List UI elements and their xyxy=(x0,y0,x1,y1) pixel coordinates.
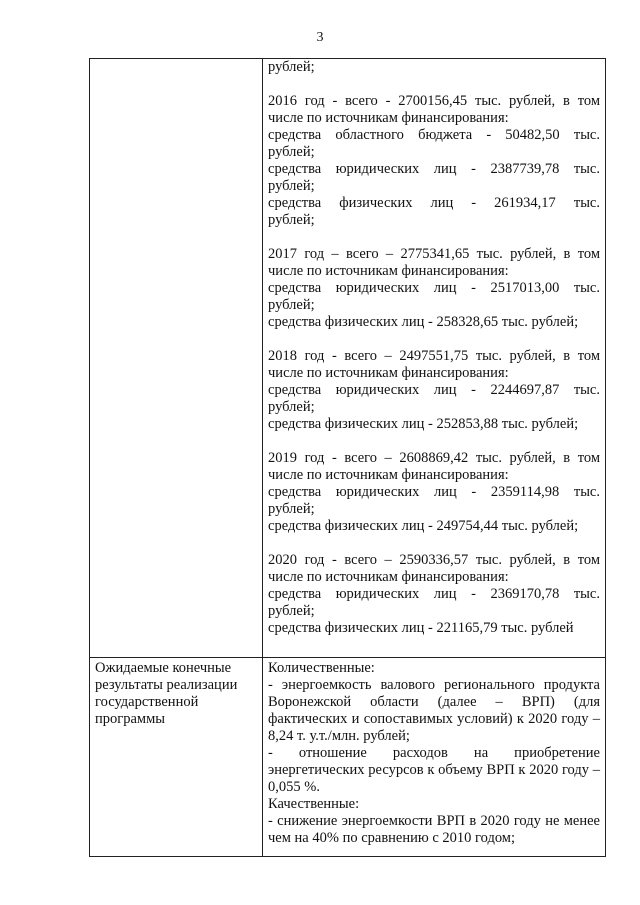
year-sources-caption: числе по источникам финансирования: xyxy=(268,365,509,381)
financing-source-unit: рублей; xyxy=(268,399,315,415)
financing-label-cell xyxy=(90,59,263,658)
result-item-energy-costs: - отношение расходов на приобретение энергетических ресурсов к объему ВРП к 2020 году – 0,055 %. xyxy=(268,745,600,795)
year-sources-caption: числе по источникам финансирования: xyxy=(268,263,509,279)
financing-source-line: средства юридических лиц - 2369170,78 тыс. xyxy=(268,586,600,602)
financing-source-line: средства физических лиц - 249754,44 тыс. рублей; xyxy=(268,518,579,534)
financing-source-line: средства юридических лиц - 2244697,87 тыс. xyxy=(268,382,600,398)
financing-year-block xyxy=(268,229,600,331)
financing-source-line: средства юридических лиц - 2517013,00 тыс. xyxy=(268,280,600,296)
results-row xyxy=(90,658,606,857)
financing-source-line: средства юридических лиц - 2359114,98 тыс. xyxy=(268,484,600,500)
financing-source-line: средства физических лиц - 221165,79 тыс. рублей xyxy=(268,620,574,636)
block-spacer xyxy=(268,229,600,246)
result-item-reduction: - снижение энергоемкости ВРП в 2020 году не менее чем на 40% по сравнению с 2010 годом; xyxy=(268,813,600,846)
financing-source-unit: рублей; xyxy=(268,212,315,228)
financing-source-line: средства областного бюджета - 50482,50 тыс. xyxy=(268,127,600,143)
financing-source-line: средства физических лиц - 261934,17 тыс. xyxy=(268,195,600,211)
block-spacer xyxy=(268,331,600,348)
block-spacer xyxy=(268,76,600,93)
year-sources-caption: числе по источникам финансирования: xyxy=(268,110,509,126)
financing-source-line: средства юридических лиц - 2387739,78 тыс. xyxy=(268,161,600,177)
financing-cell xyxy=(263,59,606,658)
year-sources-caption: числе по источникам финансирования: xyxy=(268,467,509,483)
financing-source-unit: рублей; xyxy=(268,144,315,160)
financing-year-block xyxy=(268,76,600,229)
page-number: 3 xyxy=(316,30,324,45)
financing-source-unit: рублей; xyxy=(268,501,315,517)
financing-source-line: средства физических лиц - 252853,88 тыс. рублей; xyxy=(268,416,579,432)
year-total-line: 2016 год - всего - 2700156,45 тыс. рублей, в том xyxy=(268,93,600,109)
qualitative-heading: Качественные: xyxy=(268,796,360,812)
results-label-cell xyxy=(90,658,263,857)
results-cell xyxy=(263,658,606,857)
year-total-line: 2020 год - всего – 2590336,57 тыс. рублей, в том xyxy=(268,552,600,568)
year-total-line: 2018 год - всего – 2497551,75 тыс. рублей, в том xyxy=(268,348,600,364)
financing-year-block xyxy=(268,535,600,637)
financing-source-unit: рублей; xyxy=(268,603,315,619)
financing-top-line: рублей; xyxy=(268,59,315,75)
quantitative-heading: Количественные: xyxy=(268,660,375,676)
block-spacer xyxy=(268,535,600,552)
financing-year-block xyxy=(268,331,600,433)
block-spacer xyxy=(268,433,600,450)
financing-blocks xyxy=(268,76,600,637)
financing-year-block xyxy=(268,433,600,535)
passport-table xyxy=(89,58,606,857)
results-label: Ожидаемые конечные результаты реализации государственной программы xyxy=(95,660,238,727)
year-total-line: 2017 год – всего – 2775341,65 тыс. рублей, в том xyxy=(268,246,600,262)
result-item-energy-intensity: - энергоемкость валового регионального продукта Воронежской области (далее – ВРП) (для фактических и сопоставимых условий) к 2020 году – 8,24 т. у.т./млн. рублей; xyxy=(268,677,600,744)
financing-source-unit: рублей; xyxy=(268,297,315,313)
year-sources-caption: числе по источникам финансирования: xyxy=(268,569,509,585)
financing-source-unit: рублей; xyxy=(268,178,315,194)
year-total-line: 2019 год - всего – 2608869,42 тыс. рублей, в том xyxy=(268,450,600,466)
financing-source-line: средства физических лиц - 258328,65 тыс. рублей; xyxy=(268,314,579,330)
financing-row xyxy=(90,59,606,658)
